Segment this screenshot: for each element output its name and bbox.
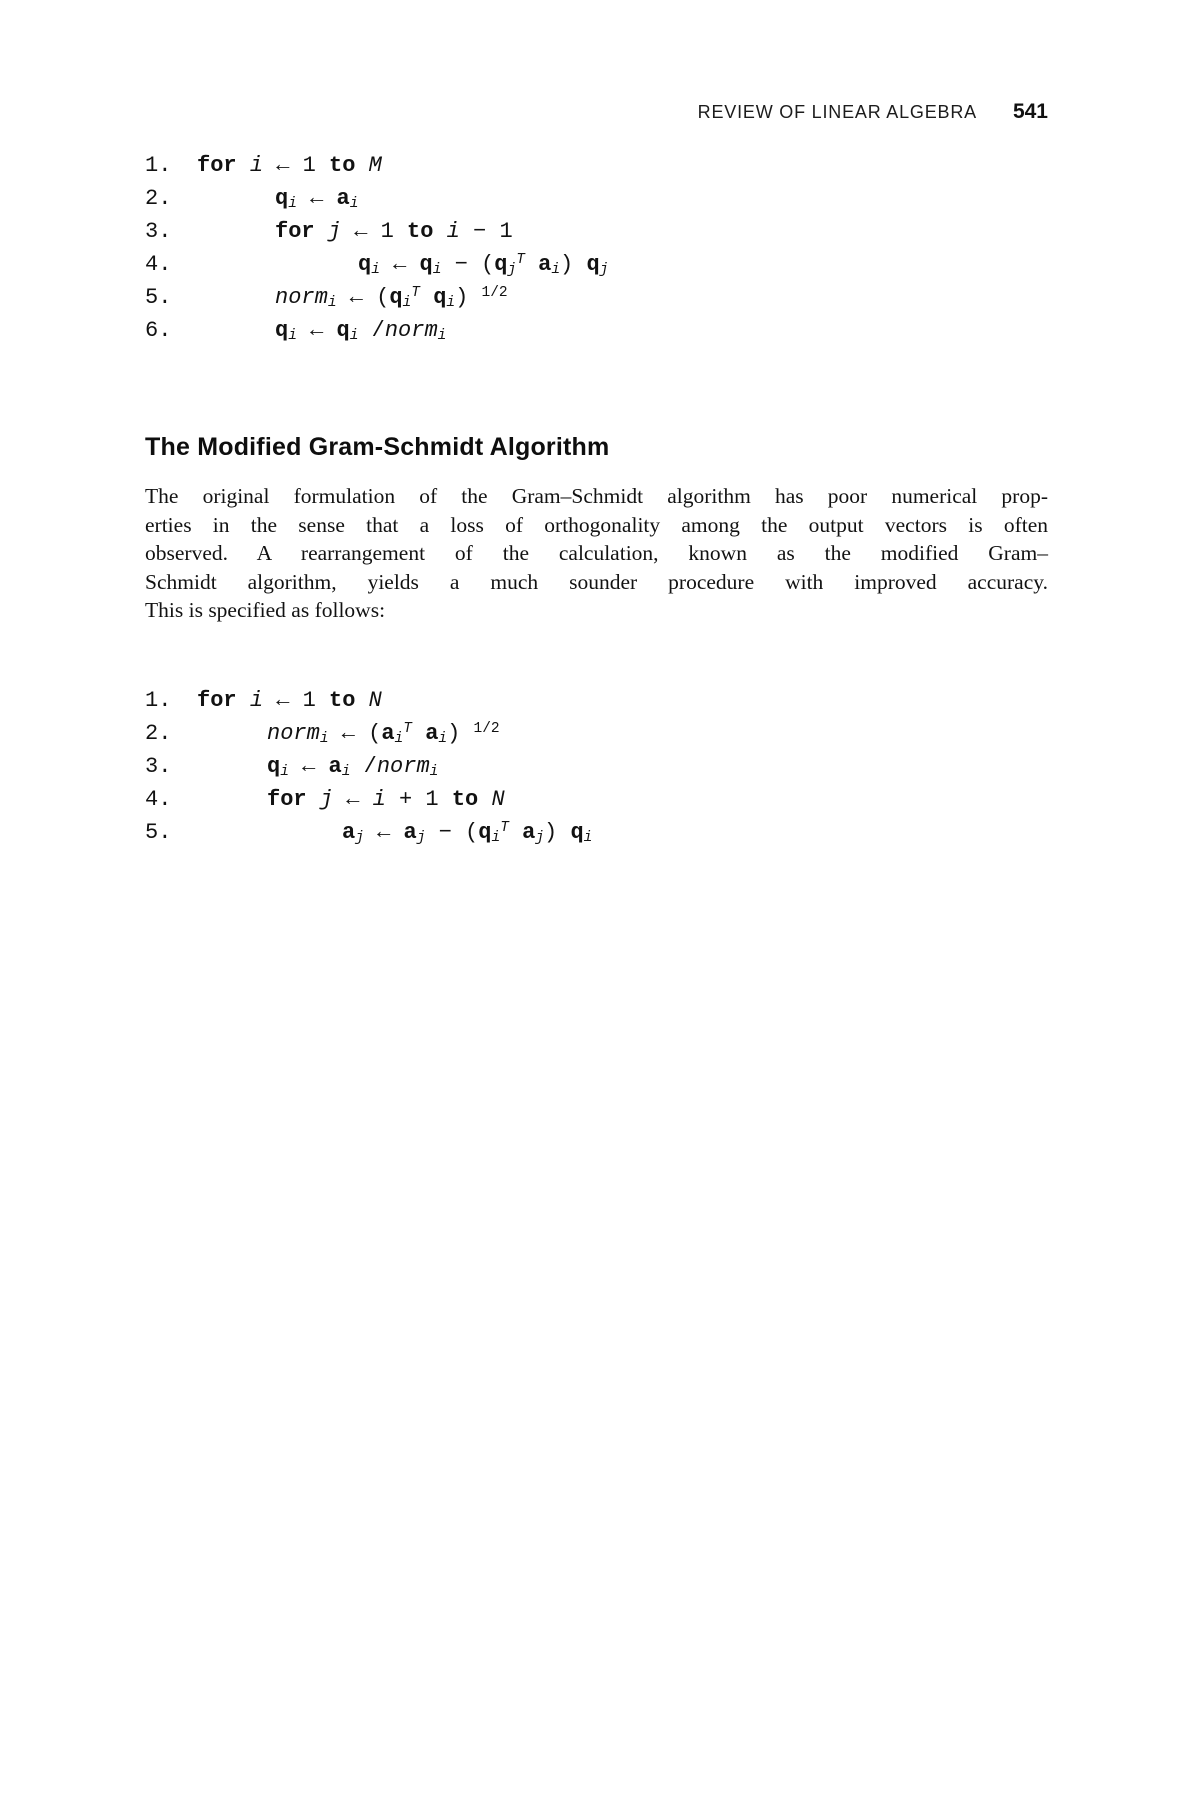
code-token: a — [522, 820, 536, 845]
code-token: a — [336, 186, 350, 211]
code-token: 1/2 — [473, 720, 500, 737]
modified-gram-schmidt-line-1 — [145, 684, 592, 717]
code-token: for — [267, 787, 320, 812]
gram-schmidt-algorithm — [145, 149, 608, 347]
code-token: T — [411, 284, 420, 301]
code-token: a — [403, 820, 417, 845]
code-token: q — [358, 252, 372, 277]
code-token: j — [599, 262, 609, 279]
gram-schmidt-line-3 — [145, 215, 608, 248]
code-token: T — [403, 720, 412, 737]
code-token: ← — [296, 186, 337, 211]
code-token: i — [371, 262, 380, 279]
code-token: ← ( — [336, 285, 390, 310]
line-number: 4. — [145, 787, 172, 812]
code-token: i — [429, 764, 439, 781]
gram-schmidt-line-1 — [145, 149, 608, 182]
code-token: j — [327, 219, 342, 244]
modified-gram-schmidt-line-2 — [145, 717, 592, 750]
code-token: to — [407, 219, 447, 244]
code-token: q — [275, 318, 289, 343]
code-token: q — [389, 285, 403, 310]
code-token: T — [516, 251, 525, 268]
code-token: − ( — [441, 252, 495, 277]
modified-gram-schmidt-line-3 — [145, 750, 592, 783]
code-token: i — [288, 328, 297, 345]
line-code — [197, 149, 382, 182]
paragraph-line-3: observed. A rearrangement of the calculation, known as the modified Gram– — [145, 541, 1048, 566]
code-token: i — [372, 787, 386, 812]
code-token: to — [329, 688, 369, 713]
paragraph-line-5: This is specified as follows: — [145, 598, 386, 623]
page-header — [145, 100, 1048, 124]
code-token: ← — [379, 252, 420, 277]
code-token: ← ( — [328, 721, 382, 746]
code-token: j — [416, 830, 426, 847]
code-token: ) — [560, 252, 587, 277]
code-token: / — [358, 318, 385, 343]
line-code — [197, 248, 608, 281]
code-token: q — [419, 252, 433, 277]
code-token: − 1 — [459, 219, 513, 244]
code-token: T — [500, 819, 509, 836]
line-number: 2. — [145, 721, 172, 746]
code-token: i — [402, 295, 412, 312]
code-token: ← 1 — [341, 219, 408, 244]
code-token: ) — [455, 285, 482, 310]
code-token: j — [535, 830, 545, 847]
line-code — [197, 750, 438, 783]
code-token: norm — [275, 285, 328, 310]
code-token: N — [491, 787, 505, 812]
code-token: 1/2 — [481, 284, 508, 301]
code-token: i — [327, 295, 337, 312]
code-token: ← — [296, 318, 337, 343]
code-token: q — [275, 186, 289, 211]
body-paragraph — [145, 482, 1048, 625]
code-token: q — [433, 285, 447, 310]
line-code — [197, 816, 592, 849]
section-heading: The Modified Gram-Schmidt Algorithm — [145, 433, 610, 461]
code-token: N — [368, 688, 382, 713]
line-number: 4. — [145, 252, 172, 277]
code-token: for — [197, 153, 250, 178]
code-token: a — [425, 721, 439, 746]
code-token: norm — [376, 754, 430, 779]
line-code — [197, 314, 446, 347]
code-token: j — [319, 787, 334, 812]
code-token: i — [437, 328, 447, 345]
code-token: q — [336, 318, 350, 343]
code-token: ) — [544, 820, 571, 845]
code-token: a — [342, 820, 356, 845]
line-code — [197, 281, 508, 314]
line-code — [197, 684, 382, 717]
modified-gram-schmidt-line-4 — [145, 783, 592, 816]
line-number: 3. — [145, 754, 172, 779]
code-token: i — [349, 196, 359, 213]
line-number: 1. — [145, 688, 172, 713]
paragraph-line-2: erties in the sense that a loss of orthogonality among the output vectors is often — [145, 512, 1048, 537]
code-token — [509, 820, 522, 845]
code-token: for — [197, 688, 250, 713]
code-token: ← — [333, 787, 373, 812]
line-code — [197, 182, 358, 215]
modified-gram-schmidt-algorithm — [145, 684, 592, 849]
code-token: / — [350, 754, 377, 779]
code-token: ← — [363, 820, 404, 845]
code-token — [420, 285, 433, 310]
code-token — [525, 252, 538, 277]
line-number: 2. — [145, 186, 172, 211]
code-token: i — [551, 262, 561, 279]
code-token: norm — [267, 721, 320, 746]
code-token: i — [341, 764, 351, 781]
line-number: 3. — [145, 219, 172, 244]
code-token: a — [538, 252, 552, 277]
code-token: a — [381, 721, 395, 746]
code-token: − ( — [425, 820, 479, 845]
code-token: q — [570, 820, 584, 845]
code-token: i — [249, 153, 264, 178]
code-token: i — [249, 688, 264, 713]
line-code — [197, 215, 513, 248]
code-token: i — [446, 219, 460, 244]
code-token: to — [451, 787, 492, 812]
code-token: i — [288, 196, 297, 213]
code-token: i — [446, 295, 456, 312]
code-token: q — [586, 252, 600, 277]
line-code — [197, 783, 505, 816]
line-number: 6. — [145, 318, 172, 343]
code-token: i — [349, 328, 359, 345]
code-token: i — [438, 731, 448, 748]
code-token: ) — [447, 721, 474, 746]
code-token: i — [280, 764, 289, 781]
gram-schmidt-line-4 — [145, 248, 608, 281]
code-token: + 1 — [385, 787, 452, 812]
code-token: to — [329, 153, 369, 178]
paragraph-line-1: The original formulation of the Gram–Schmidt algorithm has poor numerical prop- — [145, 484, 1048, 508]
line-number: 5. — [145, 285, 172, 310]
line-number: 5. — [145, 820, 172, 845]
line-code — [197, 717, 500, 750]
code-token: ← — [288, 754, 329, 779]
code-token: ← 1 — [263, 688, 330, 713]
code-token: norm — [384, 318, 438, 343]
modified-gram-schmidt-line-5 — [145, 816, 592, 849]
code-token: ← 1 — [263, 153, 330, 178]
code-token: q — [267, 754, 281, 779]
gram-schmidt-line-6 — [145, 314, 608, 347]
code-token: q — [494, 252, 508, 277]
code-token — [412, 721, 425, 746]
code-token: i — [319, 731, 329, 748]
code-token: j — [507, 262, 517, 279]
gram-schmidt-line-2 — [145, 182, 608, 215]
code-token: i — [491, 830, 501, 847]
line-number: 1. — [145, 153, 172, 178]
code-token: i — [394, 731, 404, 748]
running-title: REVIEW OF LINEAR ALGEBRA — [697, 102, 977, 122]
gram-schmidt-line-5 — [145, 281, 608, 314]
code-token: j — [355, 830, 364, 847]
page-number: 541 — [1012, 100, 1048, 123]
code-token: for — [275, 219, 328, 244]
code-token: i — [432, 262, 442, 279]
paragraph-line-4: Schmidt algorithm, yields a much sounder procedure with improved accuracy. — [145, 569, 1048, 594]
code-token: a — [328, 754, 342, 779]
code-token: M — [368, 153, 382, 178]
code-token: i — [583, 830, 593, 847]
code-token: q — [478, 820, 492, 845]
